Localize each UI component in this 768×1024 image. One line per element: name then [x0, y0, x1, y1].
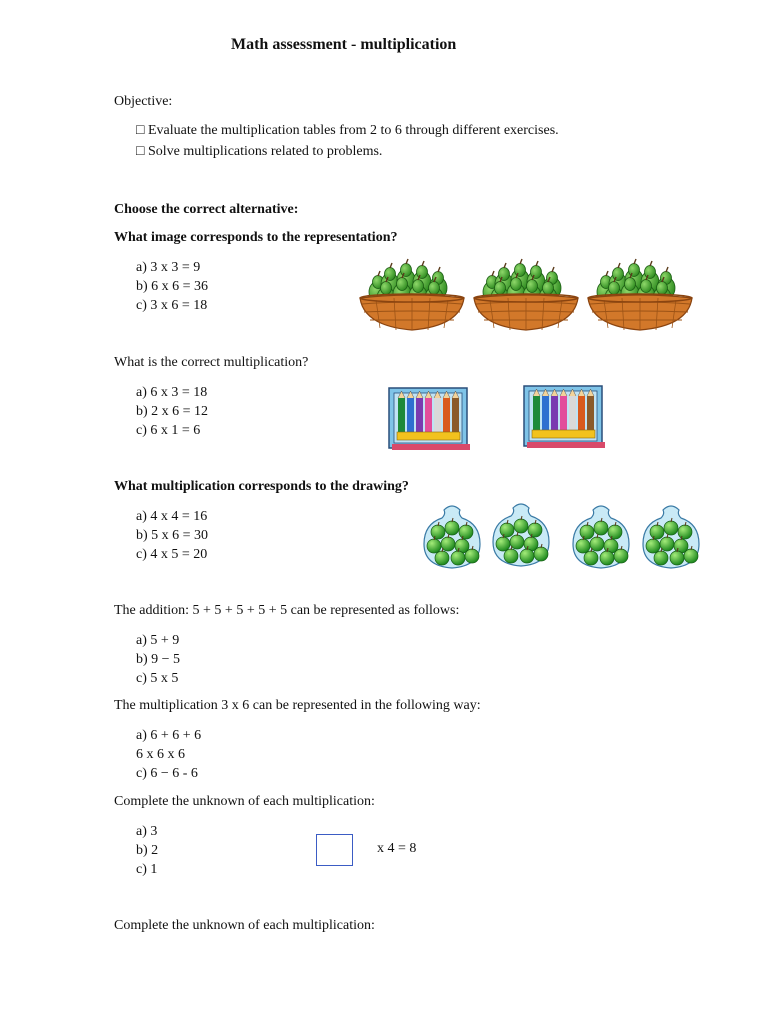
answer-option[interactable]: a) 6 x 3 = 18 [136, 385, 208, 400]
objective-item-text: Solve multiplications related to problems. [147, 144, 383, 159]
answer-option[interactable]: b) 9 − 5 [136, 652, 181, 667]
answer-options [136, 726, 201, 783]
answer-option[interactable]: c) 3 x 6 = 18 [136, 298, 208, 313]
answer-option[interactable]: a) 5 + 9 [136, 633, 180, 648]
answer-option[interactable]: b) 2 [136, 843, 159, 858]
answer-option[interactable]: a) 6 + 6 + 6 [136, 728, 202, 743]
answer-option[interactable]: a) 3 x 3 = 9 [136, 260, 201, 275]
unknown-answer-box[interactable] [316, 834, 353, 866]
answer-option[interactable]: b) 2 x 6 = 12 [136, 404, 209, 419]
answer-option[interactable]: c) 6 x 1 = 6 [136, 423, 201, 438]
answer-option[interactable]: a) 3 [136, 824, 158, 839]
answer-option[interactable]: c) 4 x 5 = 20 [136, 547, 208, 562]
answer-option[interactable]: c) 5 x 5 [136, 671, 179, 686]
question-prompt: Complete the unknown of each multiplication: [114, 794, 375, 809]
answer-option[interactable]: 6 x 6 x 6 [136, 747, 185, 762]
answer-options [136, 631, 180, 688]
answer-option[interactable]: a) 4 x 4 = 16 [136, 509, 208, 524]
bag-of-apples-icon [424, 506, 480, 568]
answer-option[interactable]: b) 5 x 6 = 30 [136, 528, 209, 543]
objective-item-text: Evaluate the multiplication tables from 2 to 6 through different exercises. [147, 123, 559, 138]
question-prompt: What image corresponds to the representation? [114, 230, 398, 245]
section-heading: Choose the correct alternative: [114, 202, 299, 217]
equation-text: x 4 = 8 [377, 841, 417, 856]
question-prompt: The multiplication 3 x 6 can be represented in the following way: [114, 698, 481, 713]
question-prompt: What is the correct multiplication? [114, 355, 309, 370]
question-prompt: The addition: 5 + 5 + 5 + 5 + 5 can be represented as follows: [114, 603, 460, 618]
bag-of-apples-icon [573, 506, 629, 568]
answer-option[interactable]: c) 1 [136, 862, 158, 877]
answer-options [136, 822, 158, 879]
answer-option[interactable]: c) 6 − 6 - 6 [136, 766, 198, 781]
objective-label: Objective: [114, 94, 173, 109]
question-prompt: Complete the unknown of each multiplication: [114, 918, 375, 933]
bag-of-apples-icon [643, 506, 699, 568]
answer-option[interactable]: b) 6 x 6 = 36 [136, 279, 209, 294]
checkbox-bullet-icon: □ [136, 144, 145, 159]
bag-of-apples-icon [493, 504, 549, 566]
checkbox-bullet-icon: □ [136, 123, 145, 138]
question-prompt: What multiplication corresponds to the drawing? [114, 479, 409, 494]
page-title: Math assessment - multiplication [231, 36, 457, 53]
